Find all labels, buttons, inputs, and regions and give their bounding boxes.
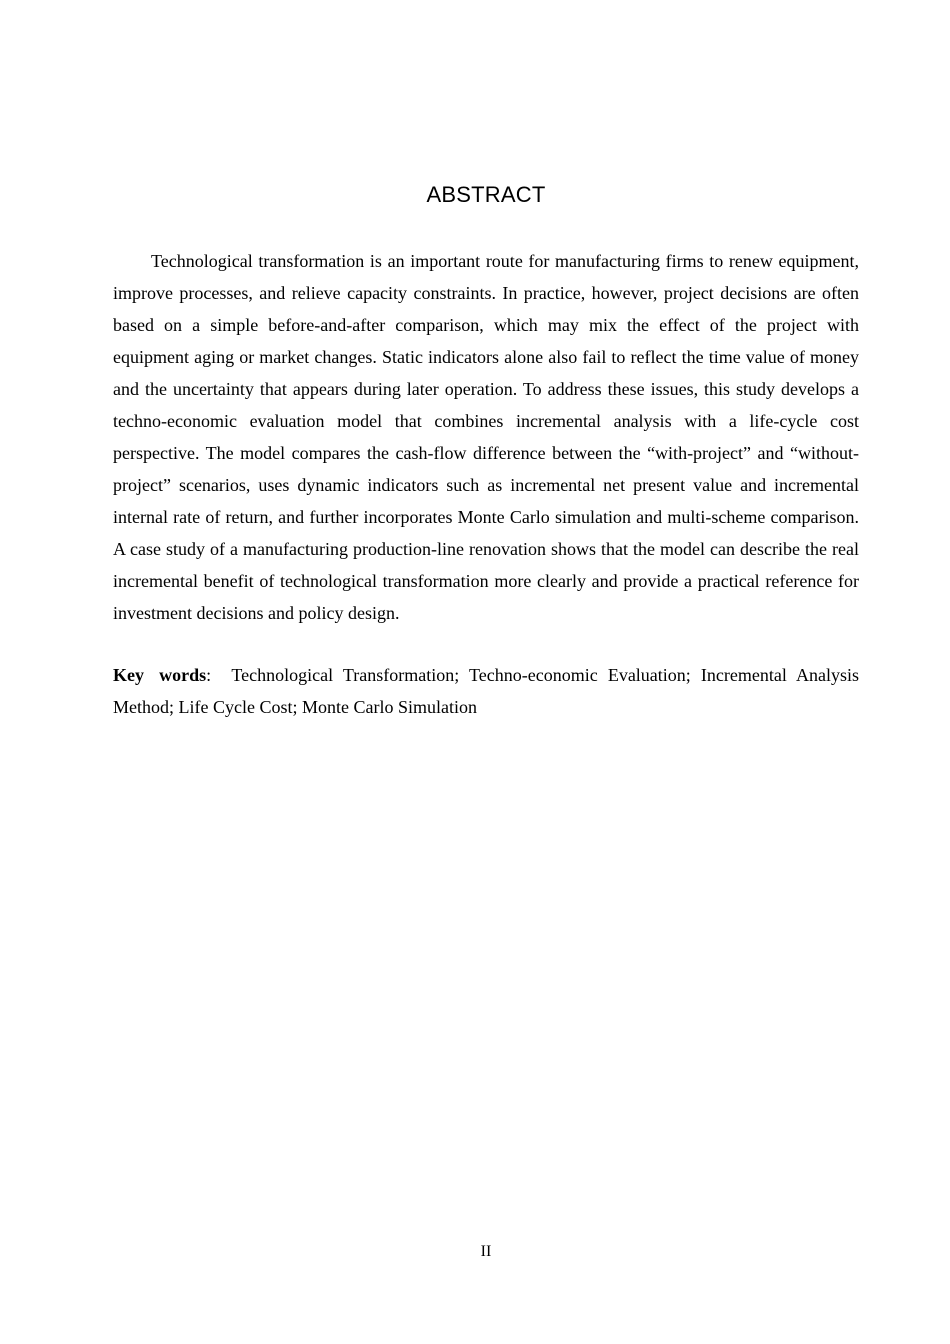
abstract-title: ABSTRACT [426, 182, 546, 207]
page-number: II [480, 1243, 492, 1260]
keywords-separator: : [206, 665, 212, 685]
abstract-body: Technological transformation is an important route for manufacturing firms to renew equipment, improve processes, and relieve capacity constraints. In practice, however, project decisions are often based on a simple before-and-after comparison, which may mix the effect of the project with equipment aging or market changes. Static indicators alone also fail to reflect the time value of money and the uncertainty that appears during later operation. To address these issues, this study develops a techno-economic evaluation model that combines incremental analysis with a life-cycle cost perspective. The model compares the cash-flow difference between the “with-project” and “without-project” scenarios, uses dynamic indicators such as incremental net present value and incremental internal rate of return, and further incorporates Monte Carlo simulation and multi-scheme comparison. A case study of a manufacturing production-line renovation shows that the model can describe the real incremental benefit of technological transformation more clearly and provide a practical reference for investment decisions and policy design. [113, 251, 859, 623]
keywords-paragraph [113, 659, 859, 723]
keywords-label: Key words [113, 665, 207, 685]
keywords-list: Technological Transformation; Techno-economic Evaluation; Incremental Analysis Method; Life Cycle Cost; Monte Carlo Simulation [113, 665, 859, 717]
